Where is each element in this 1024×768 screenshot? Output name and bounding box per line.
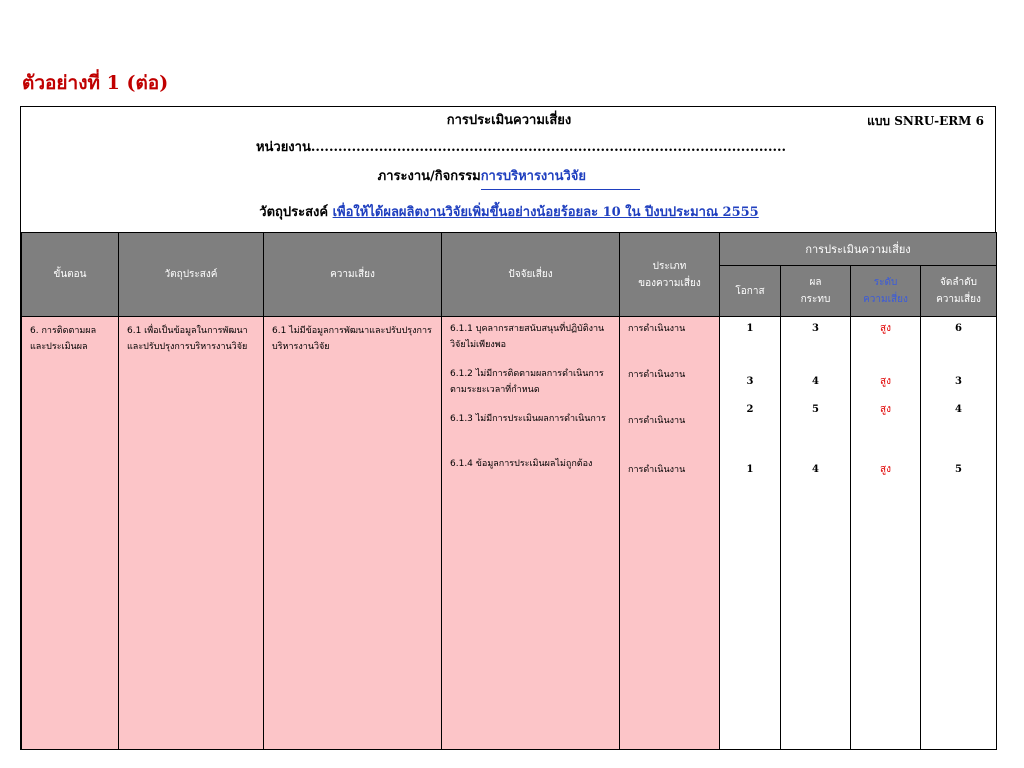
header-step: ขั้นตอน	[22, 233, 119, 317]
objective-label: วัตถุประสงค์	[259, 205, 329, 220]
cell-objective: 6.1 เพื่อเป็นข้อมูลในการพัฒนา และปรับปรุงการบริหารงานวิจัย	[119, 317, 264, 750]
risk-type-item: การดำเนินงาน	[628, 416, 686, 426]
risk-type-item: การดำเนินงาน	[628, 465, 686, 475]
risk-factor-item: 6.1.3 ไม่มีการประเมินผลการดำเนินการ	[450, 414, 606, 424]
likelihood-value: 3	[746, 376, 754, 387]
impact-value: 4	[812, 376, 819, 387]
risk-rank-value: 6	[955, 323, 962, 334]
form-title: การประเมินความเสี่ยง	[446, 113, 572, 128]
header-risk: ความเสี่ยง	[264, 233, 442, 317]
risk-rank-value: 3	[955, 376, 962, 387]
header-assessment: การประเมินความเสี่ยง	[720, 233, 997, 266]
task-line	[21, 165, 997, 189]
cell-risk-rank	[921, 317, 997, 750]
likelihood-value: 1	[746, 464, 754, 475]
risk-rank-value: 5	[955, 464, 962, 475]
cell-likelihood	[720, 317, 781, 750]
table-row	[22, 317, 997, 750]
unit-line: หน่วยงาน.........................................................................................................	[255, 140, 787, 155]
risk-type-item: การดำเนินงาน	[628, 324, 686, 334]
risk-factor-item: 6.1.1 บุคลากรสายสนับสนุนที่ปฏิบัติงานวิจัยไม่เพียงพอ	[450, 324, 605, 350]
cell-impact	[781, 317, 851, 750]
likelihood-value: 2	[746, 404, 754, 415]
header-likelihood: โอกาส	[720, 266, 781, 317]
impact-value: 3	[812, 323, 819, 334]
risk-factor-item: 6.1.4 ข้อมูลการประเมินผลไม่ถูกต้อง	[450, 459, 593, 469]
header-risk-level: ระดับ ความเสี่ยง	[851, 266, 921, 317]
header-risk-factor: ปัจจัยเสี่ยง	[442, 233, 620, 317]
header-risk-type: ประเภท ของความเสี่ยง	[620, 233, 720, 317]
page-heading: ตัวอย่างที่ 1 (ต่อ)	[22, 72, 169, 94]
objective-line	[21, 201, 997, 225]
risk-factor-item: 6.1.2 ไม่มีการติดตามผลการดำเนินการตามระยะเวลาที่กำหนด	[450, 369, 604, 395]
objective-value: เพื่อให้ได้ผลผลิตงานวิจัยเพิ่มขึ้นอย่างน้อยร้อยละ 10 ใน ปีงบประมาณ 2555	[332, 205, 759, 220]
risk-level-value: สูง	[880, 464, 891, 475]
risk-level-value: สูง	[880, 404, 891, 415]
impact-value: 5	[812, 404, 819, 415]
task-label: ภาระงาน/กิจกรรม	[377, 169, 481, 184]
risk-assessment-form	[20, 106, 996, 750]
risk-level-value: สูง	[880, 376, 891, 387]
cell-risk: 6.1 ไม่มีข้อมูลการพัฒนาและปรับปรุงการบริหารงานวิจัย	[264, 317, 442, 750]
header-objective: วัตถุประสงค์	[119, 233, 264, 317]
cell-risk-factors	[442, 317, 620, 750]
cell-risk-types	[620, 317, 720, 750]
cell-risk-level	[851, 317, 921, 750]
risk-rank-value: 4	[955, 404, 962, 415]
header-risk-rank: จัดลำดับ ความเสี่ยง	[921, 266, 997, 317]
impact-value: 4	[812, 464, 819, 475]
risk-level-value: สูง	[880, 323, 891, 334]
header-impact: ผล กระทบ	[781, 266, 851, 317]
form-code: แบบ SNRU-ERM 6	[867, 114, 984, 128]
cell-step: 6. การติดตามผล และประเมินผล	[22, 317, 119, 750]
likelihood-value: 1	[746, 323, 754, 334]
task-value: การบริหารงานวิจัย	[481, 165, 641, 190]
risk-type-item: การดำเนินงาน	[628, 370, 686, 380]
risk-table	[21, 232, 997, 750]
